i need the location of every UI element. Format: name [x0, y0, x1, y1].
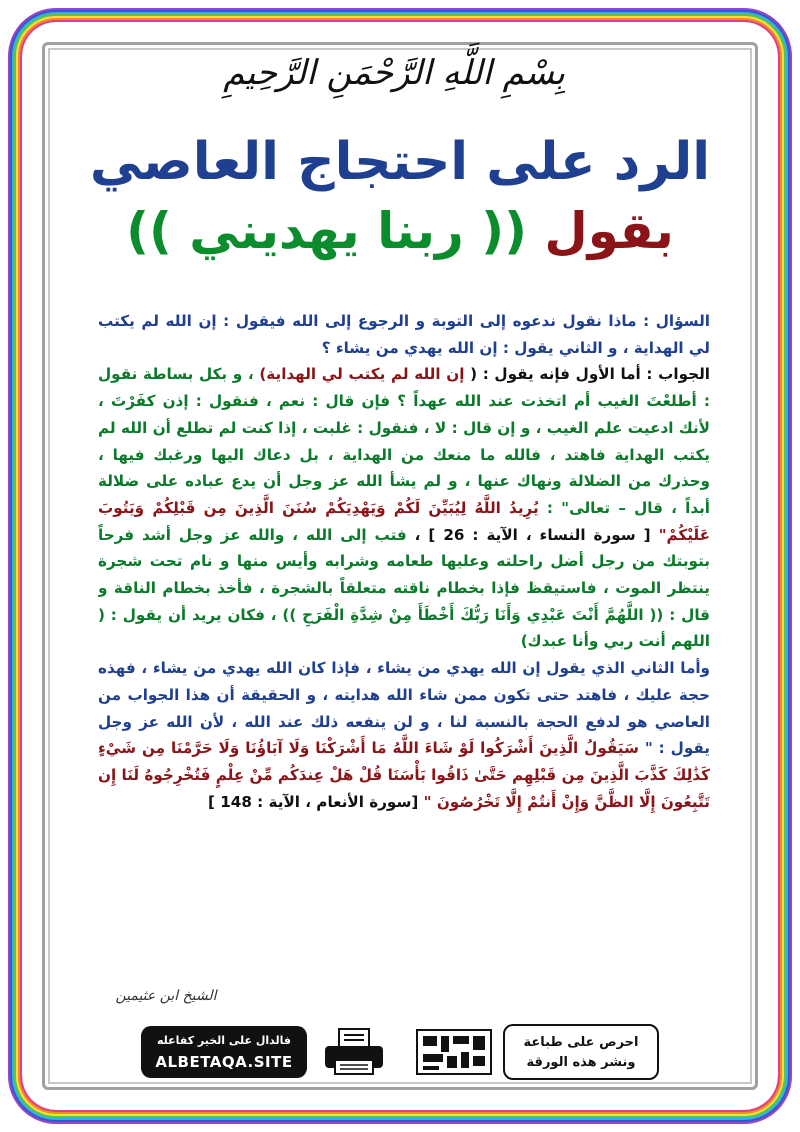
website-slogan: فالدال على الخير كفاعله	[156, 1034, 292, 1047]
answer-quote: إن الله لم يكتب لي الهداية)	[259, 365, 465, 384]
printer-icon	[319, 1026, 389, 1078]
quran-verse-2: سَيَقُولُ الَّذِينَ أَشْرَكُوا لَوْ شَاءَ اللَّهُ مَا أَشْرَكْنَا وَلَا آبَاؤُنَا وَلَا حَرَّمْنَا مِن شَيْءٍ كَذَٰلِكَ كَذَّبَ الَّذِينَ مِن قَبْلِهِم حَتَّىٰ ذَاقُوا بَأْسَنَا قُلْ هَلْ عِندَكُم مِّنْ عِلْمٍ فَتُخْرِجُوهُ لَنَا إِن تَتَّبِعُونَ إِلَّا الظَّنَّ وَإِنْ أَنتُمْ إِلَّا تَخْرُصُونَ "	[98, 739, 710, 811]
page-subtitle	[60, 202, 740, 260]
signature: الشيخ ابن عثيمين	[115, 988, 217, 1004]
print-reminder-line1: احرص على طباعة	[523, 1035, 639, 1050]
print-reminder-box	[503, 1024, 659, 1080]
website-box	[141, 1026, 307, 1078]
answer-intro: الجواب : أما الأول فإنه يقول : (	[464, 365, 710, 384]
answer-part: ، و بكل بساطة نقول : أطلعْتَ الغيب أم اتخذت عند الله عهداً ؟ فإن قال : نعم ، فنقول : إذن كفَرْتَ ، لأنك ادعيت علم الغيب ، و إن قال : لا ، فنقول : غلبت ، إذا كنت لم تطلع أن الله لم يكتب الهداية فاهتد ، فالله ما منعك من الهداية ، بل دعاك اليها ورغبك فيها ، وحذرك من الضلالة ونهاك عنها ، و لم يشأ الله عز وجل أن يدع عباده على ضلالة أبداً ، قال – تعالى" :	[98, 365, 710, 517]
page-title: الرد على احتجاج العاصي	[89, 132, 711, 192]
verse-ref-2: [سورة الأنعام ، الآية : 148 ]	[207, 792, 424, 811]
second-answer: وأما الثاني الذي يقول إن الله يهدي من يشاء ، فإذا كان الله يهدي من يشاء ، فهذه حجة عليك ، فاهتد حتى تكون ممن شاء الله هدايته ، و الحقيقة أن هذا الجواب من العاصي هو لدفع الحجة بالنسبة لنا ، و لن ينفعه ذلك عند الله ، لأن الله عز وجل يقول : "	[98, 659, 710, 758]
question-text: السؤال : ماذا نقول ندعوه إلى التوبة و الرجوع إلى الله فيقول : إن الله لم يكتب لي الهداية ، و الثاني يقول : إن الله يهدي من يشاء ؟	[98, 312, 710, 357]
bismillah-calligraphy: بِسْمِ اللَّهِ الرَّحْمَنِ الرَّحِيمِ	[223, 53, 565, 93]
website-url[interactable]: ALBETAQA.SITE	[155, 1053, 293, 1071]
repentance-text: فتب إلى الله ، والله عز وجل أشد فرحاً بتوبتك من رجل أضل راحلته وعليها طعامه وشرابه وأيس منها و نام تحت شجرة ينتظر الموت ، فاستيقظ فإذا بخطام ناقته متعلقاً بالشجرة ، فأخذ بخطام الناقة و قال : (( اللَّهُمَّ أَنْتَ عَبْدِي وَأَنَا رَبُّكَ أَخْطَأَ مِنْ شِدَّةِ الْفَرَحِ )) ، فكان يريد أن يقول : ( اللهم أنت ربي وأنا عبدك)	[98, 525, 710, 651]
subtitle-red: بقول	[544, 202, 674, 260]
dawa-logo-icon	[413, 1026, 495, 1078]
subtitle-green: (( ربنا يهديني ))	[126, 202, 527, 260]
quran-verse-1: يُرِيدُ اللَّهُ لِيُبَيِّنَ لَكُمْ وَيَهْدِيَكُمْ سُنَنَ الَّذِينَ مِن قَبْلِكُمْ وَيَتُوبَ عَلَيْكُمْ"	[98, 498, 710, 544]
article-body	[98, 308, 710, 978]
footer-bar	[141, 1024, 659, 1082]
verse-ref-1: [ سورة النساء ، الآية : 26 ] ،	[406, 525, 659, 544]
print-reminder-line2: ونشر هذه الورقة	[526, 1055, 636, 1070]
